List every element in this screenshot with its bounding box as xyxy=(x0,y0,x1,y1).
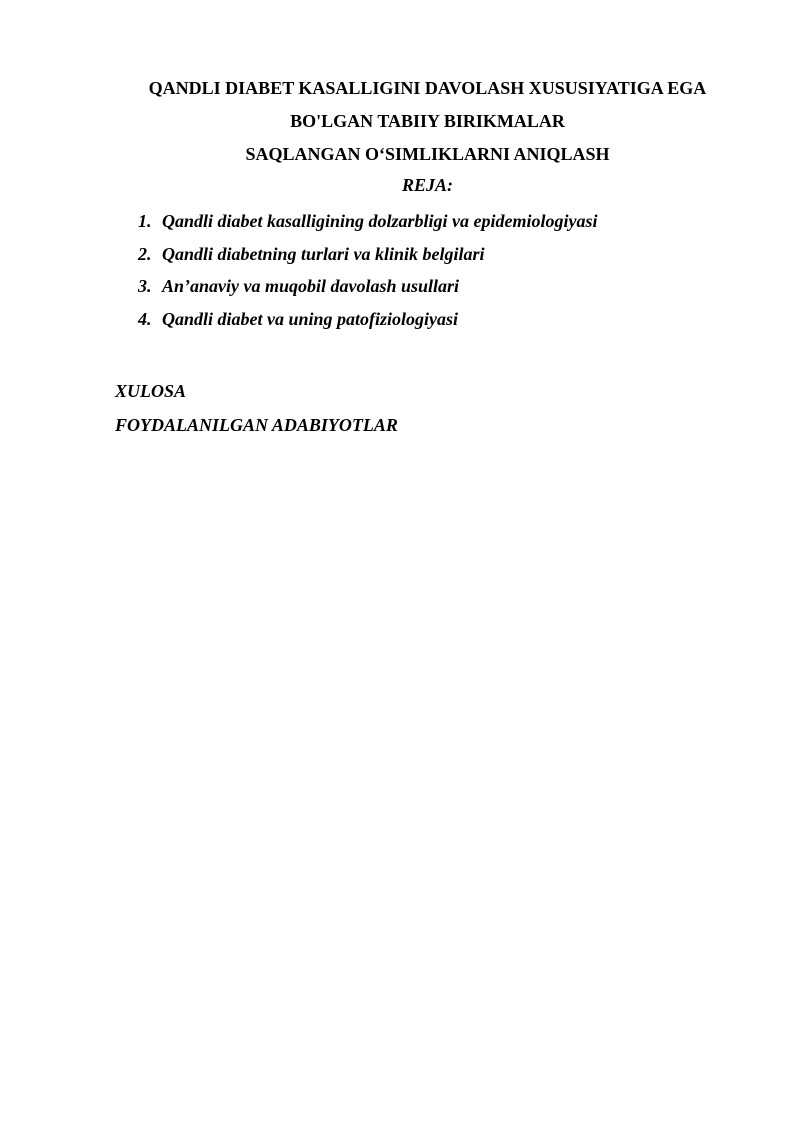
plan-item-number: 4. xyxy=(138,308,152,329)
plan-item xyxy=(138,205,598,238)
plan-item xyxy=(138,303,598,336)
plan-item-text: Qandli diabet kasalligining dolzarbligi va epidemiologiyasi xyxy=(162,211,598,231)
title-line-3: SAQLANGAN O‘SIMLIKLARNI ANIQLASH xyxy=(245,144,610,164)
plan-item-number: 1. xyxy=(138,211,152,231)
plan-item-text: Qandli diabetning turlari va klinik belgilari xyxy=(162,243,485,264)
plan-item-number: 3. xyxy=(138,276,152,296)
references-heading: FOYDALANILGAN ADABIYOTLAR xyxy=(115,415,398,435)
conclusion-heading: XULOSA xyxy=(115,381,187,401)
plan-list xyxy=(138,205,598,335)
plan-item-text: Qandli diabet va uning patofiziologiyasi xyxy=(162,308,459,329)
plan-item-text: An’anaviy va muqobil davolash usullari xyxy=(162,276,460,296)
title-line-2: BO'LGAN TABIIY BIRIKMALAR xyxy=(290,111,565,131)
plan-item-number: 2. xyxy=(138,243,152,264)
title-line-1: QANDLI DIABET KASALLIGINI DAVOLASH XUSUSIYATIGA EGA xyxy=(148,78,707,98)
plan-item xyxy=(138,238,598,271)
plan-item xyxy=(138,270,598,303)
plan-heading: REJA: xyxy=(401,175,453,195)
